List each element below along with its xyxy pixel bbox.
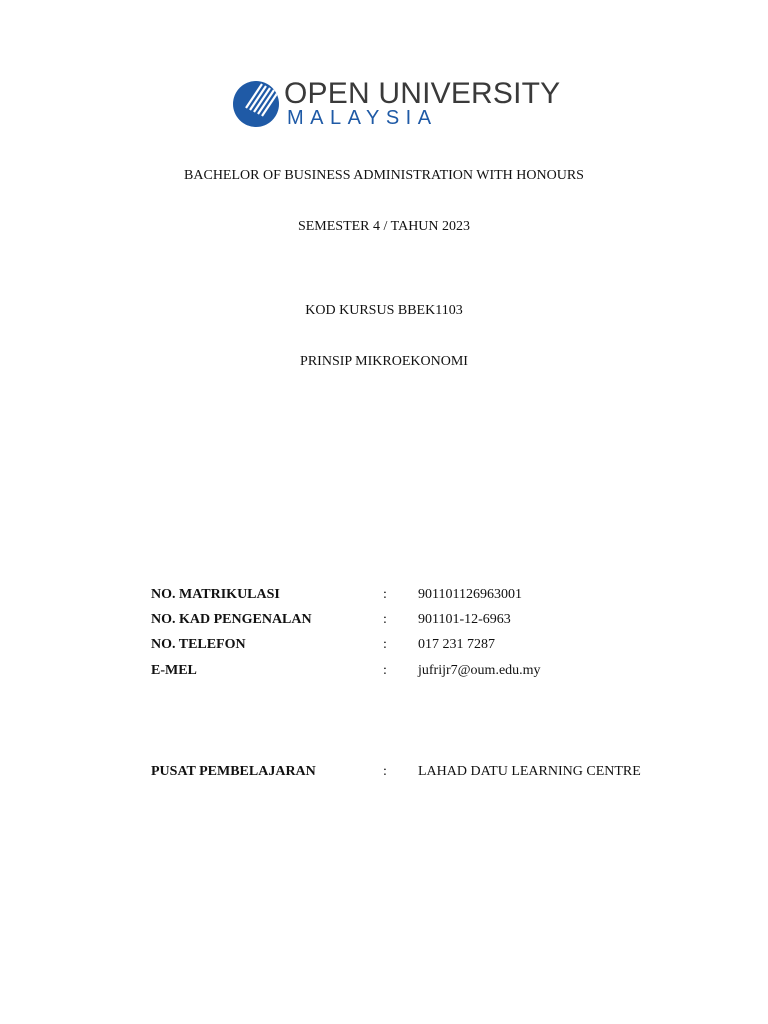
detail-separator: :: [383, 612, 387, 627]
detail-separator: :: [383, 663, 387, 678]
course-code: KOD KURSUS BBEK1103: [305, 303, 463, 318]
oum-striped-circle-icon: [232, 80, 280, 128]
semester-line: SEMESTER 4 / TAHUN 2023: [297, 219, 471, 234]
learning-centre-separator: :: [383, 764, 387, 779]
course-name: PRINSIP MIKROEKONOMI: [300, 354, 468, 369]
detail-value: 901101-12-6963: [418, 612, 511, 627]
detail-label: NO. TELEFON: [151, 637, 246, 652]
detail-label: NO. KAD PENGENALAN: [151, 612, 312, 627]
detail-label: NO. MATRIKULASI: [151, 587, 280, 602]
detail-separator: :: [383, 587, 387, 602]
detail-separator: :: [383, 637, 387, 652]
detail-value: 901101126963001: [418, 587, 522, 602]
detail-value: 017 231 7287: [418, 637, 495, 652]
detail-row-phone: [0, 635, 768, 655]
detail-label: E-MEL: [151, 663, 197, 678]
learning-centre-label: PUSAT PEMBELAJARAN: [151, 764, 316, 779]
oum-logo: [232, 77, 561, 130]
detail-value: jufrijr7@oum.edu.my: [418, 663, 541, 678]
logo-wordmark: OPEN UNIVERSITY: [284, 77, 561, 110]
detail-row-email: [0, 661, 768, 681]
logo-subtitle: MALAYSIA: [287, 107, 438, 129]
learning-centre-value: LAHAD DATU LEARNING CENTRE: [418, 764, 641, 779]
programme-title: BACHELOR OF BUSINESS ADMINISTRATION WITH HONOURS: [184, 168, 584, 183]
detail-row-matric: [0, 585, 768, 605]
detail-row-ic: [0, 610, 768, 630]
learning-centre-row: [0, 762, 768, 782]
